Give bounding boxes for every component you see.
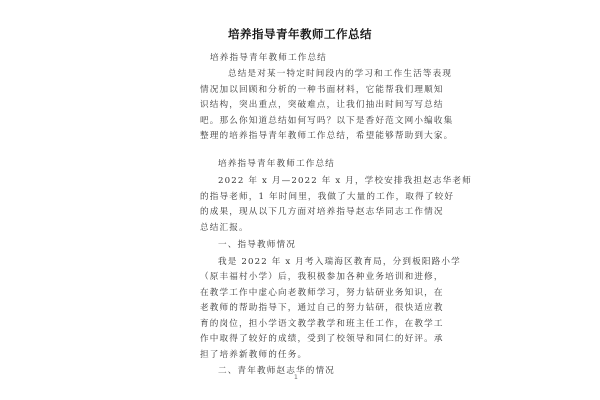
document-title: 培养指导青年教师工作总结 [228,27,372,41]
intro-line: 识结构，突出重点，突破难点，让我们抽出时间写写总结 [200,100,444,110]
paragraph-line: 的成果，现从以下几方面对培养指导赵志华同志工作情况 [200,207,444,217]
paragraph-line: （原丰福村小学）后，我积极参加各种业务培训和进修， [200,272,444,282]
paragraph-line: 总结汇报。 [200,223,249,233]
paragraph-line: 在教学工作中虚心向老教师学习，努力钻研业务知识，在 [200,288,444,298]
paragraph-line: 2022 年 x 月—2022 年 x 月，学校安排我担赵志华老师 [218,176,472,186]
paragraph-line: 的指导老师，1 年时间里，我做了大量的工作，取得了较好 [200,192,455,202]
intro-line: 情况加以回顾和分析的一种书面材料，它能帮我们理顺知 [200,85,444,95]
paragraph-line: 我是 2022 年 x 月考入瑞海区教育局，分到板阳路小学 [218,257,461,267]
intro-line: 整理的培养指导青年教师工作总结，希望能够帮助到大家。 [200,131,454,141]
intro-line: 吧。那么你知道总结如何写吗？以下是香好范文网小编收集 [200,116,454,126]
paragraph-line: 育的岗位，担小学语文教学教学和班主任工作，在教学工 [200,319,444,329]
subtitle: 培养指导青年教师工作总结 [210,53,327,63]
paragraph-line: 作中取得了较好的成绩，受到了校领导和同仁的好评。承 [200,334,444,344]
section-heading: 二、青年教师赵志华的情况 [218,366,335,376]
page-number: 1 [294,374,298,381]
intro-line: 总结是对某一特定时间段内的学习和工作生活等表现 [228,69,453,79]
paragraph-line: 担了培养新教师的任务。 [200,350,308,360]
section-heading: 一、指导教师情况 [218,240,296,250]
paragraph-line: 老教师的帮助指导下，通过自己的努力钻研，很快适应教 [200,303,444,313]
section-title: 培养指导青年教师工作总结 [218,159,335,169]
